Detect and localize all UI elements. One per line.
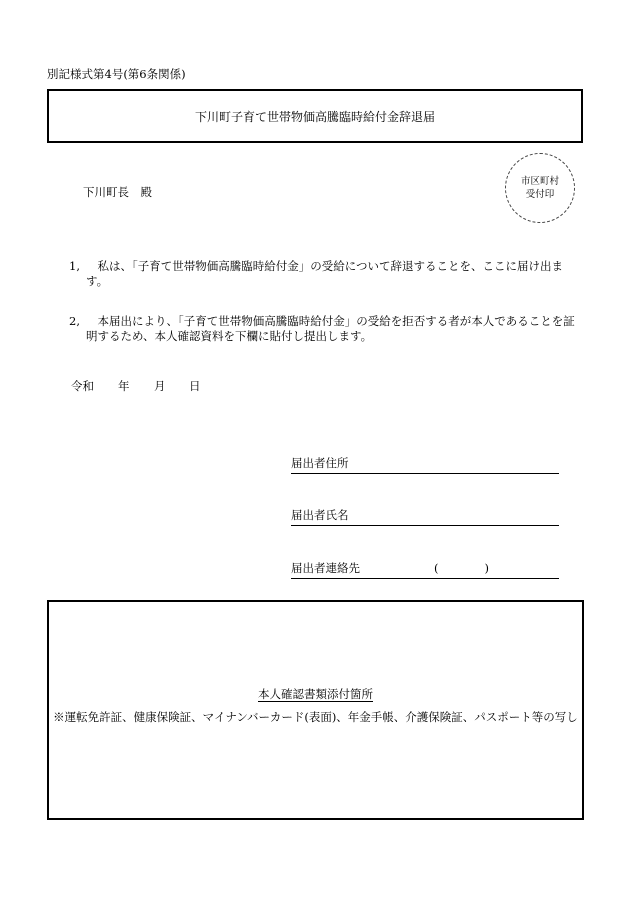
item-text: 本届出により、「子育て世帯物価高騰臨時給付金」の受給を拒否する者が本人であることを証明するため、本人確認資料を下欄に貼付し提出します。 [86,314,575,343]
item-text: 私は、「子育て世帯物価高騰臨時給付金」の受給について辞退することを、ここに届け出ます。 [86,259,564,288]
date-day: 日 [189,379,201,393]
date-year: 年 [118,379,130,393]
document-title: 下川町子育て世帯物価高騰臨時給付金辞退届 [194,109,435,124]
stamp-line-2: 受付印 [525,189,555,200]
reception-stamp-area [505,153,575,223]
contact-field[interactable] [291,560,559,579]
form-number-label: 別記様式第4号(第6条関係) [47,67,186,81]
attachment-note: ※運転免許証、健康保険証、マイナンバーカード(表面)、年金手帳、介護保険証、パスポート等の写し [53,710,578,724]
address-label: 届出者住所 [291,456,349,470]
date-month: 月 [154,379,166,393]
contact-label: 届出者連絡先 [291,561,360,575]
stamp-line-1: 市区町村 [520,176,559,187]
address-field[interactable] [291,455,559,474]
attachment-title: 本人確認書類添付箇所 [258,687,373,701]
item-number: 2, [69,314,80,328]
document-title-box [47,89,583,143]
addressee: 下川町長 殿 [83,185,152,199]
contact-parentheses: ( ) [434,561,489,575]
date-era: 令和 [71,379,94,393]
item-number: 1, [69,259,80,273]
attachment-title-wrap [49,686,582,702]
id-document-attachment-box [47,600,584,820]
name-label: 届出者氏名 [291,508,349,522]
name-field[interactable] [291,507,559,526]
